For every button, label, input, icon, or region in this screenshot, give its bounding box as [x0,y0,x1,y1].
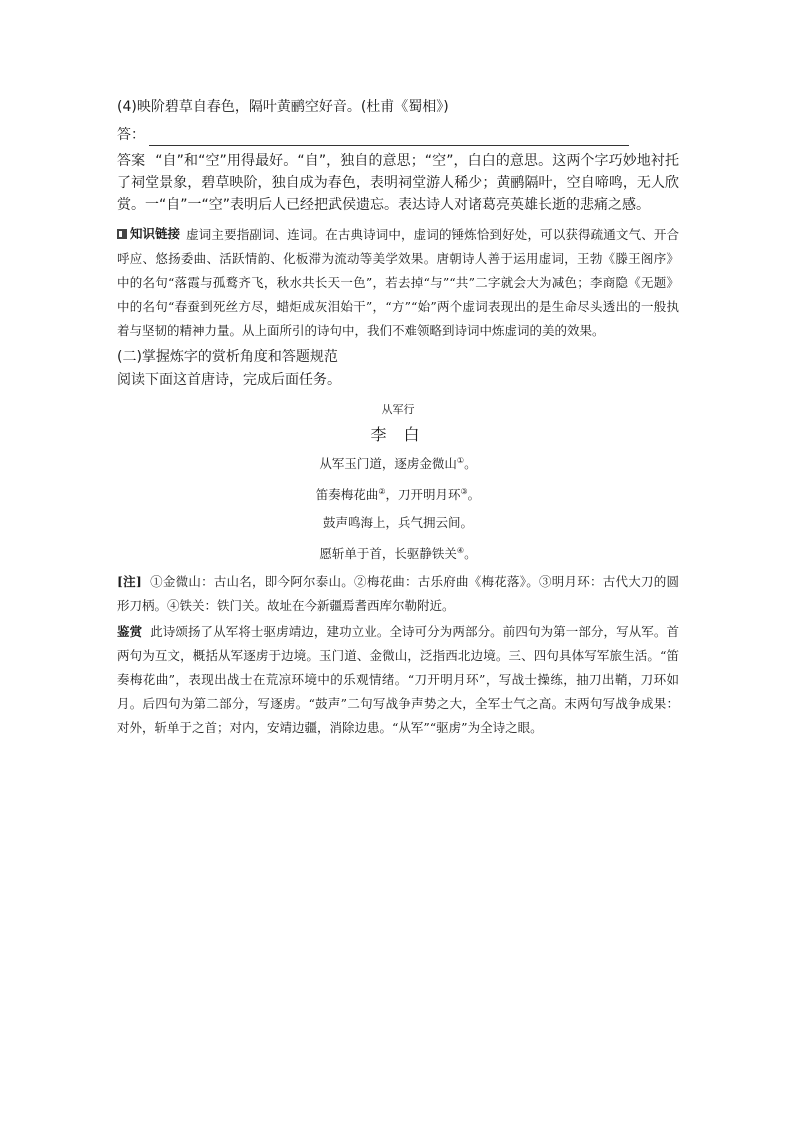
poem-line-text: 愿斩单于首，长驱静铁关 [319,546,457,562]
section-title: (二)掌握炼字的赏析角度和答题规范 [117,349,338,365]
section-instruction: 阅读下面这首唐诗，完成后面任务。 [117,372,341,388]
answer-label: 答案 [117,153,146,169]
poem-line-end: 。 [460,515,474,531]
answer-underline[interactable] [149,131,629,146]
poem-title: 从军行 [381,403,415,416]
appreciation-paragraph [117,620,679,740]
poem-line-end: 。 [467,487,481,503]
question-line: (4)映阶碧草自春色，隔叶黄鹂空好音。(杜甫《蜀相》) [117,99,449,115]
appreciation-text: 此诗颂扬了从军将士驱虏靖边，建功立业。全诗可分为两部分。前四句为第一部分，写从军。首两句为互文，概括从军逐虏于边境。玉门道、金微山，泛指西北边境。三、四句具体写军旅生活。“笛奏梅花曲”，表现出战士在荒凉环境中的乐观情绪。“刀开明月环”，写战士操练，抽刀出鞘，刀环如月。后四句为第二部分，写逐虏。“鼓声”二句写战争声势之大，全军士气之高。末两句写战争成果：对外，斩单于之首；对内，安靖边疆，消除边患。“从军”“驱虏”为全诗之眼。 [117,624,679,736]
footnote-marker: ① [456,456,465,465]
document-page [117,96,679,740]
appreciation-label: 鉴赏 [117,624,143,640]
poem-author: 李 白 [370,425,426,444]
answer-text: “自”和“空”用得最好。“自”，独自的意思；“空”，白白的意思。这两个字巧妙地衬托了祠堂景象，碧草映阶，独自成为春色，表明祠堂游人稀少；黄鹂隔叶，空自啼鸣，无人欣赏。一“自”一“空”表明后人已经把武侯遗忘。表达诗人对诸葛亮英雄长逝的悲痛之感。 [117,153,679,213]
poem-line-mid: ，刀开明月环 [385,487,461,503]
knowledge-label: 知识链接 [130,226,181,241]
knowledge-text: 虚词主要指副词、连词。在古典诗词中，虚词的锤炼恰到好处，可以获得疏通文气、开合呼应、悠扬委曲、活跃情韵、化板滞为流动等美学效果。唐朝诗人善于运用虚词，王勃《滕王阁序》中的名句“落霞与孤鹜齐飞，秋水共长天一色”，若去掉“与”“共”二字就会大为减色；李商隐《无题》中的名句“春蚕到死丝方尽，蜡炬成灰泪始干”，“方”“始”两个虚词表现出的是生命尽头透出的一般执着与坚韧的精神力量。从上面所引的诗句中，我们不难领略到诗词中炼虚词的美的效果。 [117,227,679,338]
poem-line-4 [117,537,679,568]
footnote-marker: ④ [456,546,465,556]
answer-blank-line[interactable] [117,124,679,146]
poem-line-text: 从军玉门道，逐虏金微山 [319,456,457,472]
poem-line-3 [117,509,679,537]
footnote-marker: ③ [460,487,468,497]
notes-text: ①金微山：古山名，即今阿尔泰山。②梅花曲：古乐府曲《梅花落》。③明月环：古代大刀的圆形刀柄。④铁关：铁门关。故址在今新疆焉耆西库尔勒附近。 [117,574,679,614]
knowledge-paragraph [117,222,679,343]
footnote-marker: ② [378,487,386,497]
knowledge-icon [117,229,127,239]
poem-line-end: 。 [464,456,477,472]
poem-line-text: 笛奏梅花曲 [315,487,379,503]
answer-prompt: 答： [117,127,145,143]
notes-paragraph [117,570,679,618]
poem-line-end: 。 [464,546,477,562]
poem-line-text: 鼓声鸣海上，兵气拥云间 [322,515,461,531]
poem-line-2 [117,478,679,509]
answer-paragraph [117,150,679,216]
poem-line-1 [117,447,679,478]
notes-label: [注] [117,574,142,590]
knowledge-heading [117,222,180,246]
